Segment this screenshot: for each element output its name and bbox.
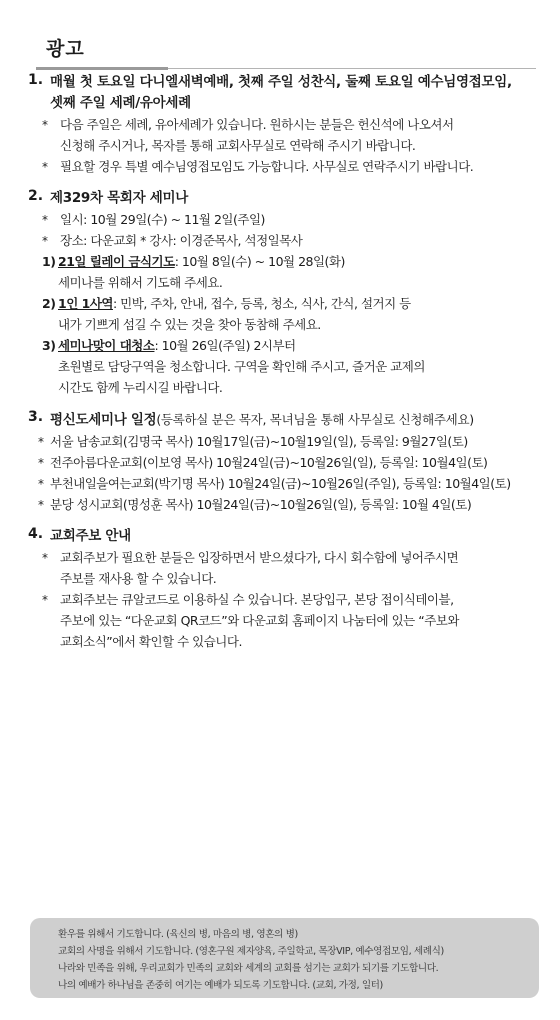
- announcement-title: 제329차 목회자 세미나: [50, 190, 189, 206]
- bullet-text: 신청해 주시거나, 목자를 통해 교회사무실로 연락해 주시기 바랍니다.: [60, 138, 416, 153]
- seminar-schedule-item: * 부천내일을여는교회(박기명 목사) 10월24일(금)~10월26일(주일), 등록일: 10월4일(토): [28, 473, 536, 494]
- sub-item-title: 세미나맞이 대청소: [58, 338, 155, 353]
- bullet-item: * 필요할 경우 특별 예수님영접모임도 가능합니다. 사무실로 연락주시기 바랍니다.: [28, 156, 536, 177]
- prayer-request-line: 나라와 민족을 위해, 우리교회가 민족의 교회와 세계의 교회를 섬기는 교회가 되기를 기도합니다.: [58, 963, 439, 974]
- announcement-3: [28, 409, 536, 515]
- sub-item-number: 2): [42, 296, 56, 311]
- sub-item-continuation: 내가 기쁘게 섬길 수 있는 것을 찾아 동참해 주세요.: [58, 317, 321, 332]
- page-title: 광고: [46, 38, 85, 60]
- announcement-1: [28, 72, 536, 177]
- prayer-request-line: 나의 예배가 하나님을 존중히 여기는 예배가 되도록 기도합니다. (교회, 가정, 일터): [58, 980, 383, 991]
- seminar-schedule-item: * 서울 남송교회(김명국 목사) 10월17일(금)~10월19일(일), 등록일: 9월27일(토): [28, 431, 536, 452]
- bullet-text: 교회주보는 큐알코드로 이용하실 수 있습니다. 본당입구, 본당 접이식테이블,: [60, 592, 454, 607]
- announcement-title: [50, 72, 536, 114]
- page-header: [36, 34, 536, 71]
- sub-item-number: 1): [42, 254, 56, 269]
- sub-item-ministry: [28, 293, 536, 314]
- sub-item-text: : 민박, 주차, 안내, 접수, 등록, 청소, 식사, 간식, 설거지 등: [112, 296, 411, 311]
- sub-item-prayer: [28, 251, 536, 272]
- announcement-2: [28, 188, 536, 398]
- announcement-title-line: 매월 첫 토요일 다니엘새벽예배, 첫째 주일 성찬식, 둘째 토요일 예수님영접모임,: [50, 74, 512, 90]
- title-divider: [36, 67, 536, 71]
- bullet-text: 다음 주일은 세례, 유아세례가 있습니다. 원하시는 분들은 헌신석에 나오셔서: [60, 117, 454, 132]
- sub-item-title: 1인 1사역: [58, 296, 113, 311]
- prayer-request-line: 환우를 위해서 기도합니다. (육신의 병, 마음의 병, 영혼의 병): [58, 929, 298, 940]
- seminar-schedule-item: * 분당 성시교회(명성훈 목사) 10월24일(금)~10월26일(일), 등록일: 10월 4일(토): [28, 494, 536, 515]
- sub-item-continuation: 세미나를 위해서 기도해 주세요.: [58, 275, 223, 290]
- announcements: [0, 72, 560, 652]
- bullet-item: [28, 114, 536, 156]
- bullet-item: * 장소: 다운교회 * 강사: 이경준목사, 석정일목사: [28, 230, 536, 251]
- announcement-number: 3.: [28, 409, 44, 425]
- title-divider-accent: [36, 67, 168, 70]
- seminar-schedule-item: * 전주아름다운교회(이보영 목사) 10월24일(금)~10월26일(일), 등록일: 10월4일(토): [28, 452, 536, 473]
- announcement-title-text: 평신도세미나 일정: [50, 412, 157, 428]
- bullet-text: 주보에 있는 “다운교회 QR코드”와 다운교회 홈페이지 나눔터에 있는 “주보와: [60, 613, 459, 628]
- sub-item-continuation: 시간도 함께 누리시길 바랍니다.: [58, 380, 223, 395]
- sub-item-text: : 10월 26일(주일) 2시부터: [154, 338, 296, 353]
- bullet-text: 교회소식”에서 확인할 수 있습니다.: [60, 634, 242, 649]
- sub-item-title: 21일 릴레이 금식기도: [58, 254, 175, 269]
- announcement-number: 1.: [28, 72, 44, 88]
- title-divider-line: [168, 68, 536, 69]
- announcement-number: 2.: [28, 188, 44, 204]
- bullet-item: * 일시: 10월 29일(수) ~ 11월 2일(주일): [28, 209, 536, 230]
- sub-item-continuation: 초원별로 담당구역을 청소합니다. 구역을 확인해 주시고, 즐거운 교제의: [58, 359, 425, 374]
- announcement-4: [28, 526, 536, 652]
- announcement-title: [50, 409, 536, 431]
- prayer-request-line: 교회의 사명을 위해서 기도합니다. (영혼구원 제자양육, 주일학교, 목장VIP, 예수영접모임, 세례식): [58, 946, 444, 957]
- prayer-requests-box: [30, 918, 539, 998]
- announcement-number: 4.: [28, 526, 44, 542]
- bullet-text: 교회주보가 필요한 분들은 입장하면서 받으셨다가, 다시 회수함에 넣어주시면: [60, 550, 459, 565]
- sub-item-text: : 10월 8일(수) ~ 10월 28일(화): [174, 254, 345, 269]
- bullet-item: [28, 547, 536, 589]
- bullet-text: 주보를 재사용 할 수 있습니다.: [60, 571, 217, 586]
- sub-item-cleaning: [28, 335, 536, 356]
- bullet-item: [28, 589, 536, 652]
- announcement-title-line: 셋째 주일 세례/유아세례: [50, 95, 191, 111]
- announcement-title-note: (등록하실 분은 목자, 목녀님을 통해 사무실로 신청해주세요): [156, 412, 474, 427]
- announcement-title: 교회주보 안내: [50, 528, 131, 544]
- sub-item-number: 3): [42, 338, 56, 353]
